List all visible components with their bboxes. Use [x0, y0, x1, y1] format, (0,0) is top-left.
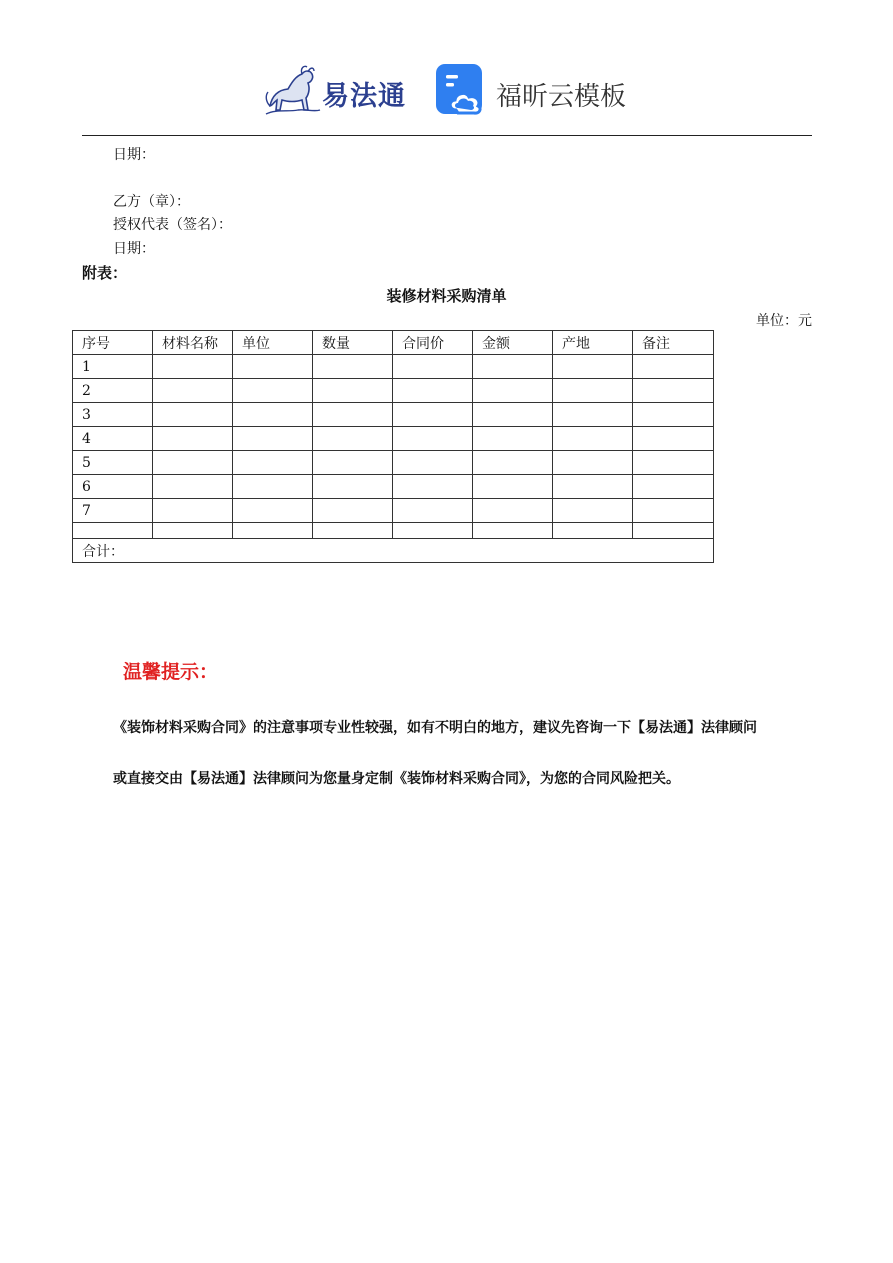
table-cell [153, 355, 233, 379]
table-cell [393, 355, 473, 379]
table-cell [233, 427, 313, 451]
appendix-label: 附表： [82, 264, 128, 282]
table-cell [473, 523, 553, 539]
table-cell [393, 499, 473, 523]
column-header: 数量 [313, 331, 393, 355]
table-cell [553, 451, 633, 475]
date-line-a: 日期： [113, 147, 155, 163]
tip-title: 温馨提示： [123, 661, 219, 683]
yifatong-logo-text: 易法通 [322, 81, 406, 112]
table-cell [633, 403, 714, 427]
unit-label: 单位：元 [756, 313, 812, 329]
table-cell [153, 379, 233, 403]
cloud-template-icon [436, 64, 486, 116]
table-cell [153, 427, 233, 451]
materials-table [72, 330, 714, 563]
table-cell [553, 499, 633, 523]
table-cell [153, 451, 233, 475]
column-header: 材料名称 [153, 331, 233, 355]
table-cell [633, 475, 714, 499]
table-cell [553, 355, 633, 379]
table-cell [633, 523, 714, 539]
table-cell [73, 523, 153, 539]
fuxin-logo [436, 64, 636, 118]
table-cell [153, 475, 233, 499]
table-cell [473, 451, 553, 475]
column-header: 产地 [553, 331, 633, 355]
table-row [73, 403, 714, 427]
row-number: 1 [73, 355, 153, 379]
table-cell [473, 403, 553, 427]
column-header: 备注 [633, 331, 714, 355]
fuxin-logo-text: 福昕云模板 [496, 82, 627, 112]
table-cell [153, 403, 233, 427]
table-row [73, 499, 714, 523]
tip-paragraph-line-2: 或直接交由【易法通】法律顾问为您量身定制《装饰材料采购合同》，为您的合同风险把关。 [113, 771, 680, 787]
table-cell [473, 427, 553, 451]
table-row [73, 355, 714, 379]
date-line-b: 日期： [113, 241, 155, 257]
table-cell [633, 427, 714, 451]
qilin-icon [262, 62, 322, 118]
table-cell [313, 379, 393, 403]
table-cell [553, 379, 633, 403]
row-number: 7 [73, 499, 153, 523]
table-cell [633, 355, 714, 379]
table-cell [393, 451, 473, 475]
table-cell [393, 475, 473, 499]
total-label: 合计： [73, 539, 714, 563]
table-row [73, 475, 714, 499]
authorized-rep-line: 授权代表（签名）： [113, 217, 232, 233]
table-cell [153, 499, 233, 523]
table-cell [393, 379, 473, 403]
row-number: 6 [73, 475, 153, 499]
table-cell [233, 523, 313, 539]
table-row [73, 379, 714, 403]
table-cell [233, 355, 313, 379]
row-number: 2 [73, 379, 153, 403]
table-row [73, 427, 714, 451]
table-cell [553, 403, 633, 427]
column-header: 合同价 [393, 331, 473, 355]
yifatong-logo [262, 62, 414, 118]
column-header: 单位 [233, 331, 313, 355]
table-cell [233, 403, 313, 427]
header-divider [82, 135, 812, 136]
page-header [0, 58, 893, 124]
table-cell [553, 475, 633, 499]
table-cell [153, 523, 233, 539]
table-total-row [73, 539, 714, 563]
table-cell [313, 427, 393, 451]
party-b-seal-line: 乙方（章）： [113, 194, 190, 210]
table-cell [473, 379, 553, 403]
table-cell [473, 475, 553, 499]
table-cell [473, 355, 553, 379]
table-cell [313, 355, 393, 379]
table-cell [553, 523, 633, 539]
table-cell [313, 451, 393, 475]
table-cell [553, 427, 633, 451]
column-header: 序号 [73, 331, 153, 355]
table-cell [393, 523, 473, 539]
row-number: 3 [73, 403, 153, 427]
table-row-blank [73, 523, 714, 539]
table-cell [633, 379, 714, 403]
table-cell [393, 403, 473, 427]
table-cell [313, 403, 393, 427]
table-cell [633, 499, 714, 523]
table-cell [233, 451, 313, 475]
table-cell [633, 451, 714, 475]
table-cell [393, 427, 473, 451]
table-title: 装修材料采购清单 [386, 287, 507, 305]
table-row [73, 451, 714, 475]
row-number: 4 [73, 427, 153, 451]
table-cell [473, 499, 553, 523]
table-header-row [73, 331, 714, 355]
table-cell [233, 379, 313, 403]
table-cell [233, 499, 313, 523]
table-cell [313, 523, 393, 539]
column-header: 金额 [473, 331, 553, 355]
table-cell [233, 475, 313, 499]
row-number: 5 [73, 451, 153, 475]
table-cell [313, 475, 393, 499]
table-cell [313, 499, 393, 523]
tip-paragraph-line-1: 《装饰材料采购合同》的注意事项专业性较强，如有不明白的地方，建议先咨询一下【易法通】法律顾问 [113, 720, 757, 736]
